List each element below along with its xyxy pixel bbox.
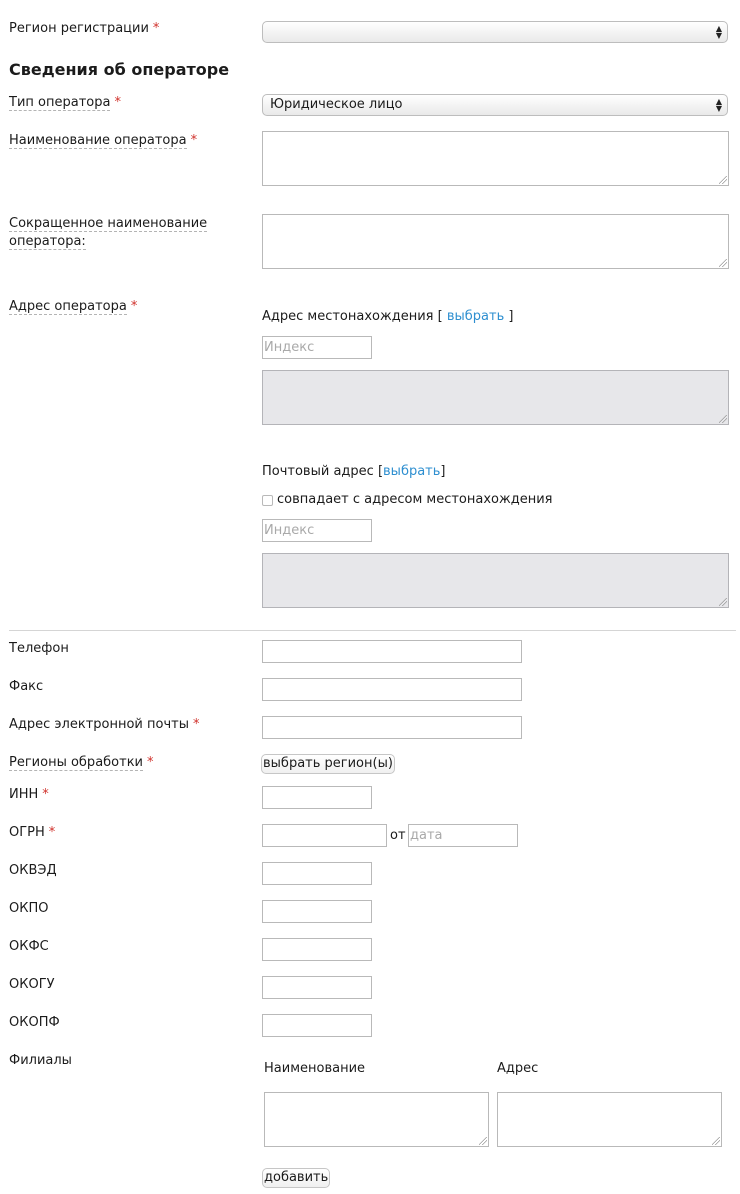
resize-grip-icon[interactable]	[719, 176, 727, 184]
ogrn-input[interactable]	[262, 824, 387, 847]
processing-regions-label: Регионы обработки *	[9, 755, 154, 770]
location-index-input[interactable]: Индекс	[262, 336, 372, 359]
resize-grip-icon[interactable]	[719, 415, 727, 423]
location-address-heading: Адрес местонахождения [ выбрать ]	[262, 309, 514, 324]
ogrn-label: ОГРН *	[9, 825, 56, 840]
operator-type-label: Тип оператора *	[9, 95, 121, 110]
okfs-input[interactable]	[262, 938, 372, 961]
okopf-label: ОКОПФ	[9, 1015, 60, 1030]
choose-regions-button[interactable]: выбрать регион(ы)	[261, 754, 395, 774]
location-choose-link[interactable]: выбрать	[446, 309, 505, 324]
okpo-label: ОКПО	[9, 901, 49, 916]
branch-name-textarea[interactable]	[264, 1092, 489, 1147]
add-branch-button[interactable]: добавить	[262, 1168, 330, 1188]
same-address-label[interactable]: совпадает с адресом местонахождения	[277, 492, 553, 507]
postal-address-heading: Почтовый адрес [выбрать]	[262, 464, 446, 479]
branches-label: Филиалы	[9, 1053, 72, 1068]
operator-address-label: Адрес оператора *	[9, 299, 138, 314]
ogrn-from-label: от	[390, 828, 406, 843]
updown-arrows-icon: ▲ ▼	[715, 24, 722, 40]
email-input[interactable]	[262, 716, 522, 739]
divider	[9, 630, 736, 631]
short-name-label: Сокращенное наименование оператора:	[9, 216, 208, 249]
postal-choose-link[interactable]: выбрать	[383, 464, 441, 479]
inn-input[interactable]	[262, 786, 372, 809]
postal-index-input[interactable]: Индекс	[262, 519, 372, 542]
postal-address-textarea[interactable]	[262, 553, 729, 608]
okogu-label: ОКОГУ	[9, 977, 55, 992]
registration-region-select[interactable]	[262, 21, 728, 43]
same-address-checkbox[interactable]	[262, 495, 273, 506]
branches-col-address: Адрес	[497, 1061, 539, 1076]
registration-region-label: Регион регистрации *	[9, 21, 160, 36]
updown-arrows-icon: ▲ ▼	[715, 97, 722, 113]
phone-label: Телефон	[9, 641, 69, 656]
okved-input[interactable]	[262, 862, 372, 885]
location-address-textarea[interactable]	[262, 370, 729, 425]
ogrn-date-input[interactable]: дата	[408, 824, 518, 847]
fax-input[interactable]	[262, 678, 522, 701]
fax-label: Факс	[9, 679, 44, 694]
email-label: Адрес электронной почты *	[9, 717, 200, 732]
inn-label: ИНН *	[9, 787, 49, 802]
section-title: Сведения об операторе	[9, 60, 230, 79]
resize-grip-icon[interactable]	[719, 598, 727, 606]
resize-grip-icon[interactable]	[479, 1137, 487, 1145]
resize-grip-icon[interactable]	[719, 259, 727, 267]
okogu-input[interactable]	[262, 976, 372, 999]
operator-type-select[interactable]: Юридическое лицо ▲ ▼	[262, 94, 728, 116]
phone-input[interactable]	[262, 640, 522, 663]
branch-address-textarea[interactable]	[497, 1092, 722, 1147]
operator-name-textarea[interactable]	[262, 131, 729, 186]
okfs-label: ОКФС	[9, 939, 49, 954]
short-name-textarea[interactable]	[262, 214, 729, 269]
resize-grip-icon[interactable]	[712, 1137, 720, 1145]
operator-name-label: Наименование оператора *	[9, 133, 198, 148]
okved-label: ОКВЭД	[9, 863, 57, 878]
okopf-input[interactable]	[262, 1014, 372, 1037]
okpo-input[interactable]	[262, 900, 372, 923]
branches-col-name: Наименование	[264, 1061, 366, 1076]
